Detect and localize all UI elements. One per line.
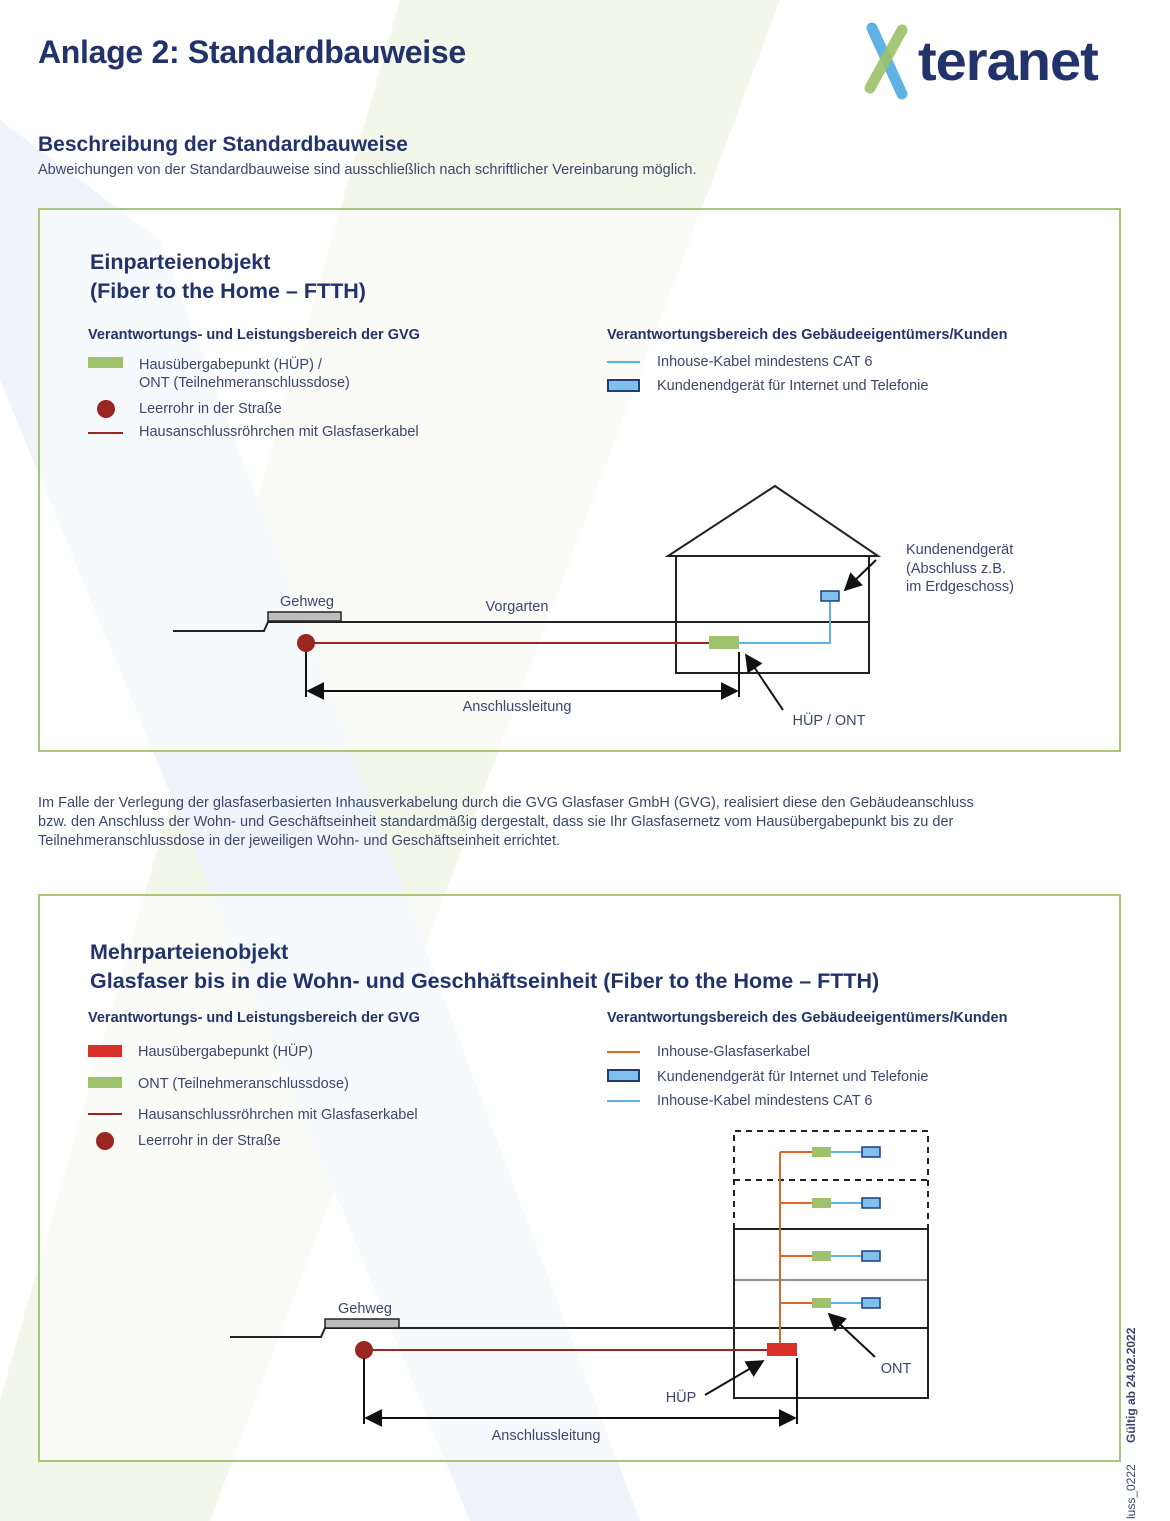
- label-gehweg: Gehweg: [279, 594, 335, 610]
- legend-device-icon: [608, 380, 639, 391]
- paragraph-line2: bzw. den Anschluss der Wohn- und Geschäftseinheit standardmäßig dergestalt, dass sie Ihr Glasfasernetz vom Hausübergabepunkt bis zu der: [38, 814, 954, 830]
- diagram-einparteienobjekt: [173, 486, 1014, 729]
- panel2-legend-inhouse-glasfaser: Inhouse-Glasfaserkabel: [657, 1044, 811, 1060]
- house-body: [676, 556, 869, 673]
- huep-ont-box: [709, 636, 739, 649]
- panel2-gvg-heading: Verantwortungs- und Leistungsbereich der GVG: [88, 1010, 420, 1026]
- section-title: Beschreibung der Standardbauweise: [38, 133, 408, 156]
- gehweg-block: [268, 612, 341, 621]
- leerrohr-dot: [297, 634, 315, 652]
- floor-unit-1: [780, 1147, 880, 1157]
- floor-unit-2: [780, 1198, 880, 1208]
- valid-from-note: Gültig ab 24.02.2022: [1124, 1327, 1138, 1443]
- legend-label-line1: Hausübergabepunkt (HÜP) /: [139, 357, 322, 373]
- house-roof: [668, 486, 878, 556]
- panel1-legend-hausanschluss: Hausanschlussröhrchen mit Glasfaserkabel: [139, 424, 419, 440]
- panel1-title-line2: (Fiber to the Home – FTTH): [90, 279, 366, 303]
- label-kunden-1: Kundenendgerät: [906, 542, 1014, 558]
- legend-device-icon: [608, 1070, 639, 1081]
- building-upper-dashed: [734, 1131, 928, 1229]
- ground-line: [230, 1328, 928, 1337]
- legend-red-dot-icon: [97, 400, 115, 418]
- legend-label-line2: ONT (Teilnehmeranschlussdose): [139, 375, 350, 391]
- leerrohr-dot: [355, 1341, 373, 1359]
- gehweg-block: [325, 1319, 399, 1328]
- panel2-title-line1: Mehrparteienobjekt: [90, 940, 289, 964]
- logo-wordmark: teranet: [918, 29, 1098, 92]
- paragraph-line3: Teilnehmeranschlussdose in der jeweiligen Wohn- und Geschäftseinheit errichtet.: [38, 833, 561, 849]
- panel1-legend-inhouse-cat6: Inhouse-Kabel mindestens CAT 6: [657, 354, 873, 370]
- label-huep-ont: HÜP / ONT: [792, 713, 866, 729]
- panel1-owner-heading: Verantwortungsbereich des Gebäudeeigentümers/Kunden: [607, 327, 1008, 343]
- panel2-legend-kundenendgeraet: Kundenendgerät für Internet und Telefonie: [657, 1069, 929, 1085]
- label-ont: ONT: [880, 1361, 912, 1377]
- panel1-title-line1: Einparteienobjekt: [90, 250, 271, 274]
- label-huep: HÜP: [665, 1390, 697, 1406]
- huep-box: [767, 1343, 797, 1356]
- label-kunden-2: (Abschluss z.B.: [906, 561, 1006, 577]
- kunden-pointer: [845, 560, 876, 590]
- label-vorgarten: Vorgarten: [485, 599, 549, 615]
- panel2-legend-ont: ONT (Teilnehmeranschlussdose): [138, 1076, 349, 1092]
- floor-unit-4: [780, 1298, 880, 1308]
- panel1-legend-kundenendgeraet: Kundenendgerät für Internet und Telefonie: [657, 378, 929, 394]
- panel2-title-line2: Glasfaser bis in die Wohn- und Geschhäftseinheit (Fiber to the Home – FTTH): [90, 969, 880, 993]
- label-anschlussleitung: Anschlussleitung: [462, 699, 572, 715]
- panel2-owner-heading: Verantwortungsbereich des Gebäudeeigentümers/Kunden: [607, 1010, 1008, 1026]
- panel1-gvg-heading: Verantwortungs- und Leistungsbereich der GVG: [88, 327, 420, 343]
- paragraph-line1: Im Falle der Verlegung der glasfaserbasierten Inhausverkabelung durch die GVG Glasfaser GmbH (GVG), realisiert diese den Gebäudeanschluss: [38, 795, 974, 811]
- document-code-note: luss_0222: [1124, 1464, 1138, 1519]
- kundenendgeraet-box: [821, 591, 839, 601]
- legend-green-box-icon: [88, 1077, 122, 1088]
- diagram-mehrparteienobjekt: [230, 1131, 928, 1444]
- label-kunden-3: im Erdgeschoss): [906, 579, 1014, 595]
- floor-unit-3: [780, 1251, 880, 1261]
- legend-red-box-icon: [88, 1045, 122, 1057]
- ground-line: [173, 622, 868, 631]
- panel2-legend-inhouse-cat6: Inhouse-Kabel mindestens CAT 6: [657, 1093, 873, 1109]
- legend-red-dot-icon: [96, 1132, 114, 1150]
- section-subtitle: Abweichungen von der Standardbauweise sind ausschließlich nach schriftlicher Vereinbarung möglich.: [38, 162, 697, 178]
- panel2-legend-leerrohr: Leerrohr in der Straße: [138, 1133, 281, 1149]
- ont-pointer: [829, 1314, 875, 1357]
- legend-green-box-icon: [88, 357, 123, 368]
- label-gehweg: Gehweg: [337, 1301, 393, 1317]
- panel1-legend-leerrohr: Leerrohr in der Straße: [139, 401, 282, 417]
- document-title: Anlage 2: Standardbauweise: [38, 34, 466, 70]
- panel2-legend-huep: Hausübergabepunkt (HÜP): [138, 1044, 313, 1060]
- panel2-legend-hausanschluss: Hausanschlussröhrchen mit Glasfaserkabel: [138, 1107, 418, 1123]
- label-anschlussleitung: Anschlussleitung: [491, 1428, 601, 1444]
- huep-pointer: [746, 655, 783, 710]
